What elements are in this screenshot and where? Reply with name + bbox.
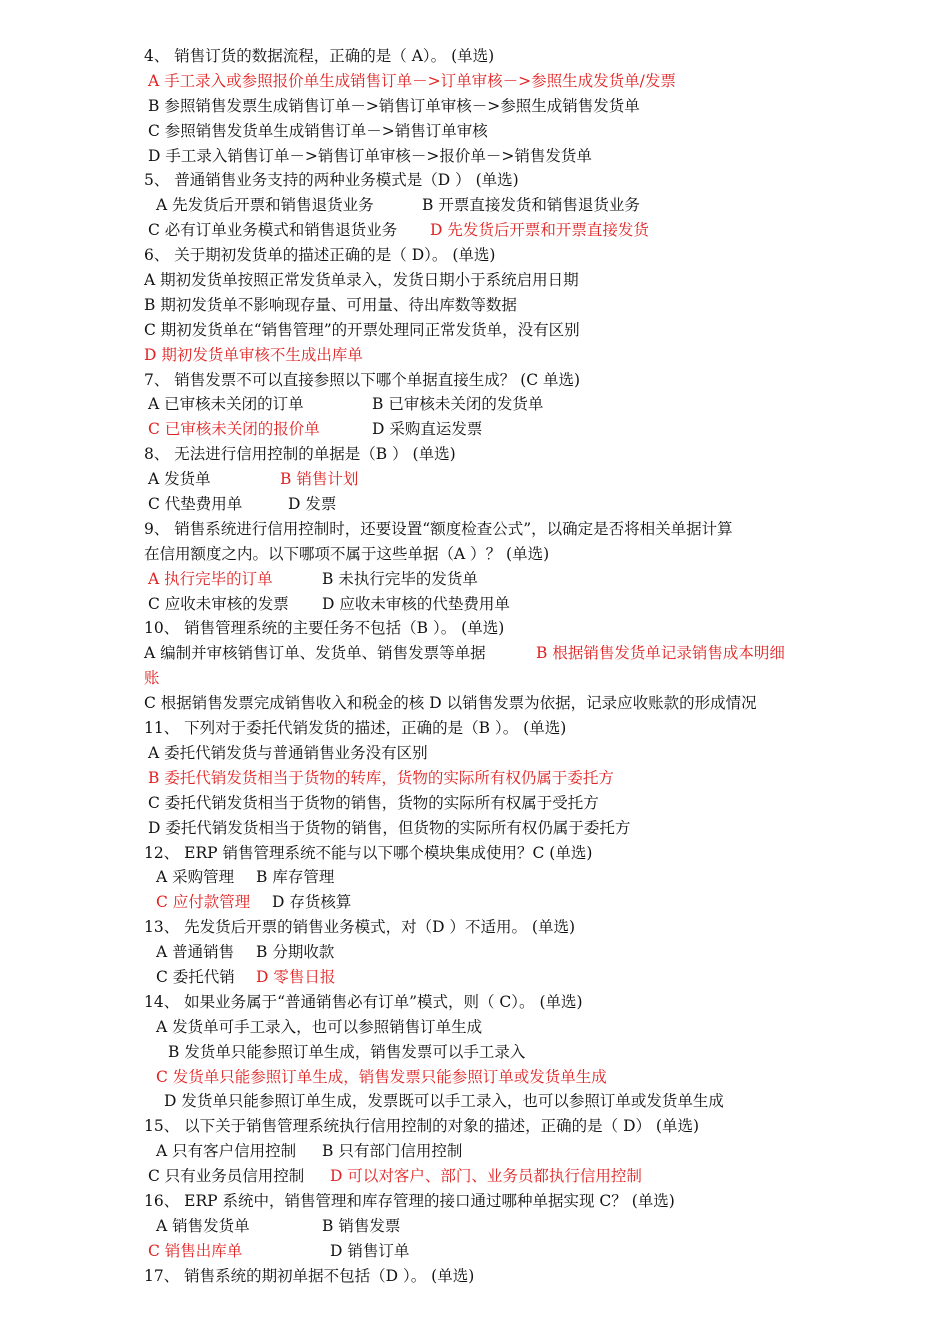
text-line: [144, 666, 824, 691]
text-line: [144, 293, 824, 318]
line-text: C 根据销售发票完成销售收入和税金的核 D 以销售发票为依据，记录应收账款的形成情况: [144, 694, 757, 713]
text-line: [144, 243, 824, 268]
line-text: 14、 如果业务属于“普通销售必有订单”模式，则（ C）。 (单选): [144, 992, 583, 1011]
line-text: C 委托代销发货相当于货物的销售，货物的实际所有权属于受托方: [148, 793, 599, 812]
text-line: [144, 542, 824, 567]
answer-text: C 销售出库单: [148, 1241, 243, 1260]
text-line: [144, 915, 824, 940]
text-line: [144, 168, 824, 193]
text-line: [144, 1040, 824, 1065]
line-text: A 发货单: [148, 470, 211, 489]
answer-text: D 期初发货单审核不生成出库单: [144, 345, 363, 364]
text-line: [144, 940, 824, 965]
line-text: A 采购管理: [156, 868, 235, 887]
text-line: [144, 816, 824, 841]
text-line: [144, 1189, 824, 1214]
line-text: B 分期收款: [256, 943, 335, 962]
line-text: 4、 销售订货的数据流程，正确的是（ A）。 (单选): [144, 47, 495, 65]
text-line: [144, 1015, 824, 1040]
line-text: B 已审核未关闭的发货单: [372, 395, 544, 414]
line-text: 8、 无法进行信用控制的单据是（B ） (单选): [144, 445, 456, 464]
text-line: [144, 193, 824, 218]
text-line: [144, 592, 824, 617]
answer-text: 账: [144, 669, 160, 688]
line-text: B 参照销售发票生成销售订单－>销售订单审核－>参照生成销售发货单: [148, 96, 640, 115]
line-text: A 已审核未关闭的订单: [148, 395, 304, 414]
text-line: [144, 1264, 824, 1289]
line-text: B 库存管理: [256, 868, 335, 887]
text-line: [144, 492, 824, 517]
line-text: C 必有订单业务模式和销售退货业务: [148, 221, 398, 240]
line-text: 16、 ERP 系统中，销售管理和库存管理的接口通过哪种单据实现 C？ (单选): [144, 1191, 675, 1210]
text-line: [144, 343, 824, 368]
text-line: [144, 517, 824, 542]
line-text: A 编制并审核销售订单、发货单、销售发票等单据: [144, 644, 486, 663]
text-line: [144, 1089, 824, 1114]
answer-text: D 先发货后开票和开票直接发货: [430, 221, 649, 240]
line-text: C 只有业务员信用控制: [148, 1167, 305, 1186]
line-text: B 期初发货单不影响现存量、可用量、待出库数等数据: [144, 295, 517, 314]
line-text: B 销售发票: [322, 1216, 401, 1235]
text-line: [144, 791, 824, 816]
text-line: [144, 44, 824, 69]
answer-text: A 执行完毕的订单: [148, 569, 273, 588]
text-line: [144, 616, 824, 641]
line-text: B 开票直接发货和销售退货业务: [422, 196, 640, 215]
line-text: D 应收未审核的代垫费用单: [322, 594, 510, 613]
line-text: D 委托代销发货相当于货物的销售，但货物的实际所有权仍属于委托方: [148, 818, 631, 837]
answer-text: B 销售计划: [280, 470, 359, 489]
text-line: [144, 641, 824, 666]
text-line: [144, 1214, 824, 1239]
answer-text: D 零售日报: [256, 967, 336, 986]
text-line: [144, 1065, 824, 1090]
text-line: [144, 467, 824, 492]
text-line: [144, 417, 824, 442]
line-text: A 委托代销发货与普通销售业务没有区别: [148, 743, 428, 762]
line-text: C 应收未审核的发票: [148, 594, 289, 613]
line-text: C 委托代销: [156, 967, 235, 986]
line-text: 9、 销售系统进行信用控制时，还要设置“额度检查公式”，以确定是否将相关单据计算: [144, 519, 733, 538]
text-line: [144, 1164, 824, 1189]
line-text: C 代垫费用单: [148, 495, 243, 514]
line-text: 15、 以下关于销售管理系统执行信用控制的对象的描述，正确的是（ D） (单选): [144, 1117, 700, 1136]
line-text: B 未执行完毕的发货单: [322, 569, 478, 588]
text-line: [144, 1139, 824, 1164]
text-line: [144, 965, 824, 990]
line-text: A 普通销售: [156, 943, 235, 962]
line-text: D 手工录入销售订单－>销售订单审核－>报价单－>销售发货单: [148, 146, 592, 165]
line-text: 在信用额度之内。以下哪项不属于这些单据（A ）？ (单选): [144, 544, 550, 563]
line-text: 5、 普通销售业务支持的两种业务模式是（D ） (单选): [144, 171, 519, 190]
document-body: [144, 44, 824, 1289]
line-text: A 期初发货单按照正常发货单录入，发货日期小于系统启用日期: [144, 271, 579, 290]
text-line: [144, 865, 824, 890]
line-text: B 只有部门信用控制: [322, 1142, 463, 1161]
line-text: A 只有客户信用控制: [156, 1142, 297, 1161]
answer-text: A 手工录入或参照报价单生成销售订单－>订单审核－>参照生成发货单/发票: [148, 71, 676, 90]
text-line: [144, 890, 824, 915]
text-line: [144, 69, 824, 94]
text-line: [144, 841, 824, 866]
answer-text: B 委托代销发货相当于货物的转库，货物的实际所有权仍属于委托方: [148, 768, 614, 787]
text-line: [144, 716, 824, 741]
text-line: [144, 218, 824, 243]
line-text: D 存货核算: [272, 893, 352, 912]
text-line: [144, 318, 824, 343]
line-text: D 采购直运发票: [372, 420, 483, 439]
answer-text: C 应付款管理: [156, 893, 251, 912]
answer-text: C 发货单只能参照订单生成，销售发票只能参照订单或发货单生成: [156, 1067, 607, 1086]
line-text: A 发货单可手工录入，也可以参照销售订单生成: [156, 1017, 483, 1036]
text-line: [144, 268, 824, 293]
line-text: 6、 关于期初发货单的描述正确的是（ D）。 (单选): [144, 246, 496, 265]
line-text: 13、 先发货后开票的销售业务模式，对（D ）不适用。 (单选): [144, 918, 576, 937]
line-text: A 先发货后开票和销售退货业务: [156, 196, 374, 215]
answer-text: C 已审核未关闭的报价单: [148, 420, 320, 439]
text-line: [144, 567, 824, 592]
line-text: D 销售订单: [330, 1241, 410, 1260]
text-line: [144, 990, 824, 1015]
text-line: [144, 691, 824, 716]
text-line: [144, 144, 824, 169]
line-text: 10、 销售管理系统的主要任务不包括（B ）。 (单选): [144, 619, 505, 638]
line-text: A 销售发货单: [156, 1216, 250, 1235]
line-text: B 发货单只能参照订单生成，销售发票可以手工录入: [168, 1042, 526, 1061]
text-line: [144, 442, 824, 467]
line-text: 17、 销售系统的期初单据不包括（D ）。 (单选): [144, 1266, 475, 1285]
line-text: C 期初发货单在“销售管理”的开票处理同正常发货单，没有区别: [144, 320, 580, 339]
line-text: D 发票: [288, 495, 337, 514]
line-text: 12、 ERP 销售管理系统不能与以下哪个模块集成使用？C (单选): [144, 843, 593, 862]
text-line: [144, 741, 824, 766]
text-line: [144, 94, 824, 119]
text-line: [144, 368, 824, 393]
text-line: [144, 392, 824, 417]
answer-text: B 根据销售发货单记录销售成本明细: [536, 644, 785, 663]
answer-text: D 可以对客户、部门、业务员都执行信用控制: [330, 1167, 642, 1186]
line-text: 7、 销售发票不可以直接参照以下哪个单据直接生成？ (C 单选): [144, 370, 581, 389]
text-line: [144, 766, 824, 791]
text-line: [144, 1114, 824, 1139]
text-line: [144, 119, 824, 144]
text-line: [144, 1239, 824, 1264]
line-text: 11、 下列对于委托代销发货的描述，正确的是（B ）。 (单选): [144, 719, 567, 738]
line-text: C 参照销售发货单生成销售订单－>销售订单审核: [148, 121, 488, 140]
line-text: D 发货单只能参照订单生成，发票既可以手工录入，也可以参照订单或发货单生成: [164, 1092, 724, 1111]
